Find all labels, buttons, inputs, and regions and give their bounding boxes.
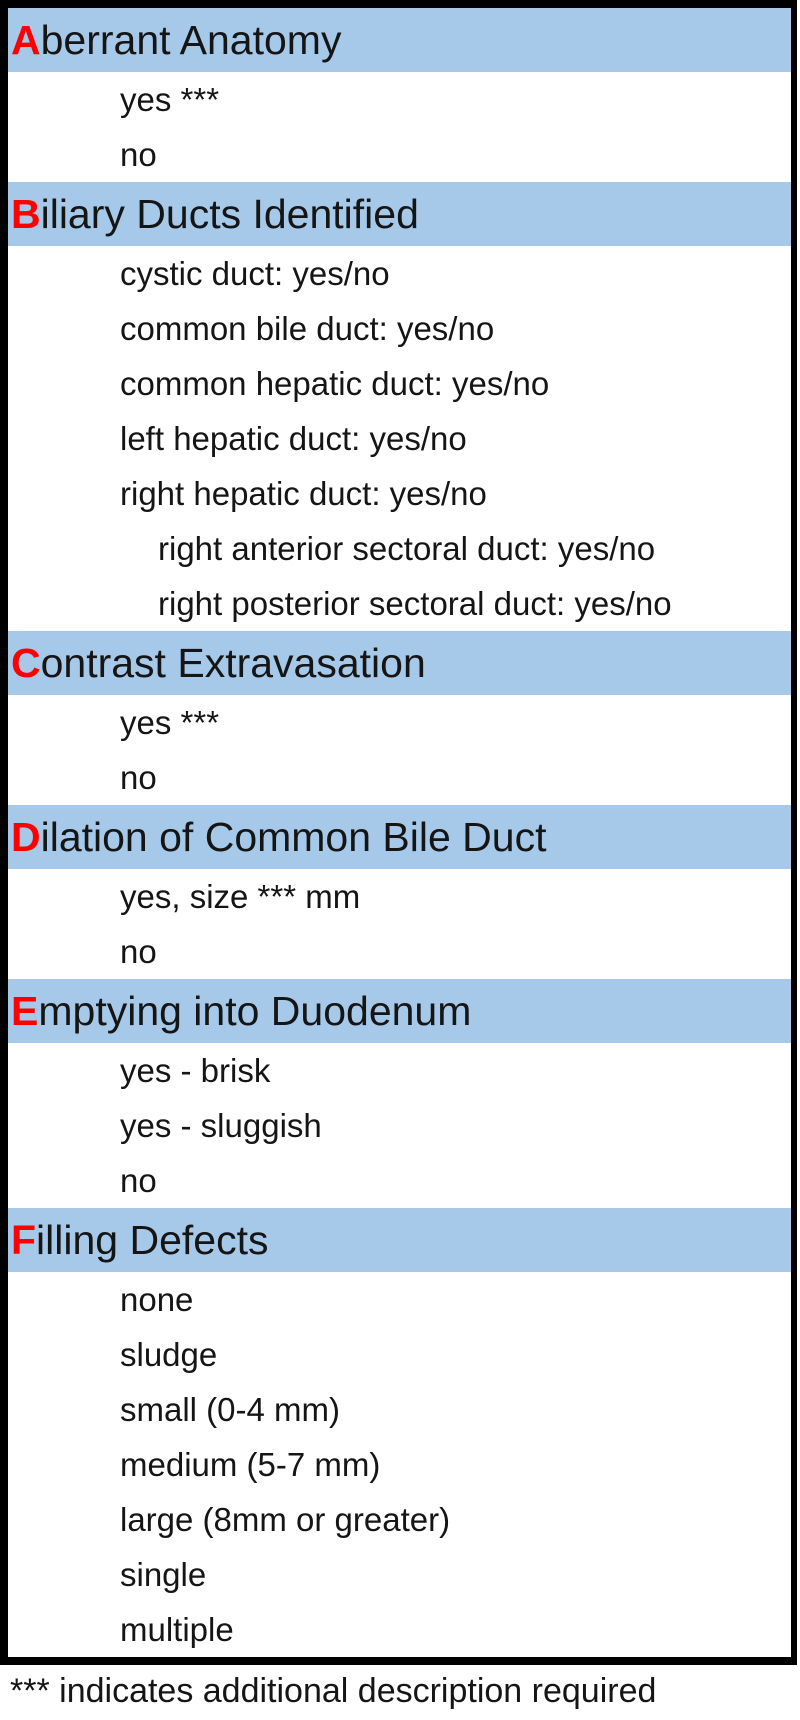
option-item: sludge [120,1335,218,1373]
option-item: large (8mm or greater) [120,1500,451,1538]
section-title: iliary Ducts Identified [40,190,419,237]
section-filling-defects [8,1208,791,1657]
section-header-filling-defects [8,1208,791,1272]
section-header-dilation-of-common-bile-duct [8,805,791,869]
section-header-contrast-extravasation [8,631,791,695]
section-initial-letter: F [11,1216,37,1263]
option-item: no [120,758,157,796]
section-title: ontrast Extravasation [40,639,426,686]
option-item: common hepatic duct: yes/no [120,364,550,402]
option-item: right hepatic duct: yes/no [120,474,487,512]
option-item: none [120,1280,194,1318]
option-item: single [120,1555,207,1593]
option-item: yes - sluggish [120,1106,322,1144]
section-header-biliary-ducts-identified [8,182,791,246]
option-item: yes, size *** mm [120,877,361,915]
footnote-asterisk-legend: *** indicates additional description required [10,1672,657,1710]
section-title: berrant Anatomy [40,16,342,63]
section-aberrant-anatomy [8,8,791,182]
section-header-aberrant-anatomy [8,8,791,72]
section-initial-letter: E [11,987,39,1034]
option-subitem: right anterior sectoral duct: yes/no [158,529,656,567]
section-title: illing Defects [36,1216,269,1263]
option-item: medium (5-7 mm) [120,1445,381,1483]
section-initial-letter: C [11,639,41,686]
section-title: ilation of Common Bile Duct [40,813,547,860]
option-item: common bile duct: yes/no [120,309,495,347]
option-item: no [120,1161,157,1199]
option-item: yes *** [120,80,220,118]
option-item: yes - brisk [120,1051,271,1089]
section-contrast-extravasation [8,631,791,805]
option-item: yes *** [120,703,220,741]
section-initial-letter: A [11,16,41,63]
option-item: no [120,135,157,173]
option-subitem: right posterior sectoral duct: yes/no [158,584,672,622]
section-initial-letter: D [11,813,41,860]
section-initial-letter: B [11,190,41,237]
section-header-emptying-into-duodenum [8,979,791,1043]
option-item: left hepatic duct: yes/no [120,419,467,457]
option-item: multiple [120,1610,234,1648]
section-dilation-of-common-bile-duct [8,805,791,979]
option-item: cystic duct: yes/no [120,254,390,292]
option-item: small (0-4 mm) [120,1390,340,1428]
section-title: mptying into Duodenum [38,987,472,1034]
option-item: no [120,932,157,970]
section-emptying-into-duodenum [8,979,791,1208]
section-biliary-ducts-identified [8,182,791,631]
